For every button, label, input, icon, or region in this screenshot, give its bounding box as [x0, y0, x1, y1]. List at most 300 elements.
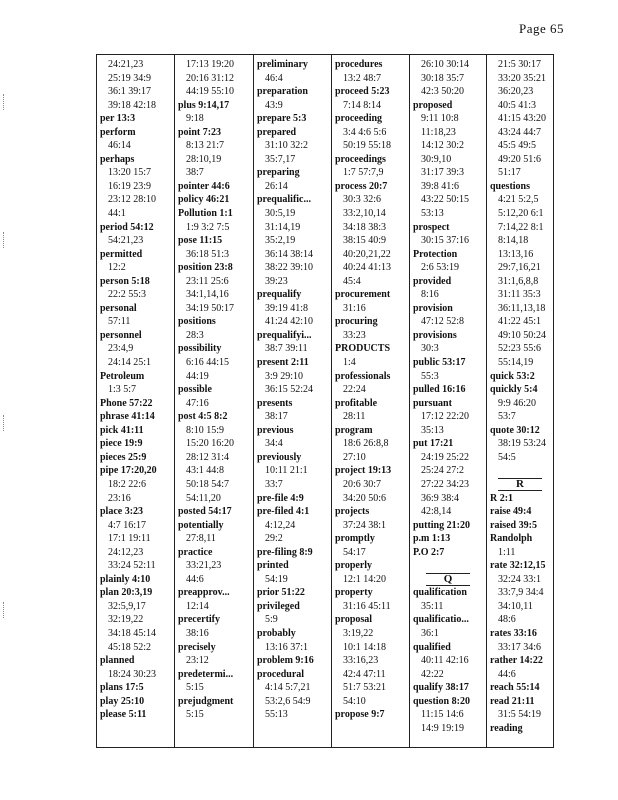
index-entry-reference: 11:15 14:6: [421, 709, 464, 721]
index-entry-reference: 27:22 34:23: [421, 478, 470, 490]
index-entry-word: promptly: [335, 533, 375, 545]
index-entry-word: preparation: [257, 86, 308, 98]
index-entry-word: quote 30:12: [490, 424, 540, 436]
index-entry-reference: 18:24 30:23: [108, 668, 157, 680]
index-entry-word: prospect: [413, 221, 450, 233]
index-entry-reference: 54:11,20: [186, 492, 221, 504]
index-entry-word: personnel: [100, 329, 142, 341]
index-entry-word: process 20:7: [335, 180, 388, 192]
index-entry-reference: 24:12,23: [108, 546, 144, 558]
index-entry-reference: 13:2 48:7: [343, 72, 382, 84]
index-entry-reference: 33:2,10,14: [343, 208, 386, 220]
index-entry-reference: 21:5 30:17: [498, 59, 542, 70]
index-entry-reference: 7:14 8:14: [343, 99, 382, 111]
index-entry-reference: 5:9: [265, 614, 278, 626]
index-entry-word: propose 9:7: [335, 709, 385, 721]
index-entry-reference: 16:19 23:9: [108, 180, 152, 192]
index-entry-word: raise 49:4: [490, 506, 532, 518]
index-entry-reference: 31:11 35:3: [498, 289, 541, 301]
index-entry-word: pre-file 4:9: [257, 492, 304, 504]
index-entry-word: play 25:10: [100, 695, 145, 707]
index-entry-reference: 36:20,23: [498, 86, 534, 98]
index-entry-word: previously: [257, 451, 302, 463]
index-column-6: [486, 55, 553, 747]
index-entry-reference: 12:1 14:20: [343, 573, 387, 585]
index-entry-reference: 55:13: [265, 709, 288, 721]
index-entry-reference: 57:11: [108, 316, 131, 328]
index-entry-reference: 22:24: [343, 384, 366, 396]
index-entry-reference: 40:20,21,22: [343, 248, 391, 260]
index-entry-reference: 40:5 41:3: [498, 99, 537, 111]
index-entry-word: program: [335, 424, 373, 436]
index-entry-reference: 42:3 50:20: [421, 86, 465, 98]
index-entry-reference: 4:21 5:2,5: [498, 194, 539, 206]
index-entry-reference: 3:4 4:6 5:6: [343, 126, 387, 138]
section-letter-heading: [487, 478, 553, 492]
index-entry-reference: 14:9 19:19: [421, 722, 465, 734]
index-entry-word: period 54:12: [100, 221, 154, 233]
index-entry-reference: 5:15: [186, 682, 204, 694]
index-entry-reference: 50:18 54:7: [186, 478, 230, 490]
index-entry-reference: 22:2 55:3: [108, 289, 147, 301]
index-entry-reference: 53:2,6 54:9: [265, 695, 311, 707]
index-entry-word: proceeding: [335, 113, 383, 125]
index-entry-reference: 43:22 50:15: [421, 194, 470, 206]
index-entry-reference: 54:21,23: [108, 235, 144, 247]
index-entry-word: public 53:17: [413, 357, 466, 369]
index-entry-word: pointer 44:6: [178, 180, 230, 192]
index-entry-reference: 36:18 51:3: [186, 248, 230, 260]
spacer-line: [487, 464, 553, 478]
index-entry-reference: 44:1: [108, 208, 126, 220]
index-entry-word: presents: [257, 397, 293, 409]
index-entry-reference: 38:19 53:24: [498, 438, 547, 450]
index-entry-word: reach 55:14: [490, 682, 540, 694]
index-entry-reference: 32:24 33:1: [498, 573, 542, 585]
index-entry-reference: 36:15 52:24: [265, 384, 314, 396]
index-entry-reference: 38:15 40:9: [343, 235, 387, 247]
index-entry-reference: 39:23: [265, 275, 288, 287]
index-entry-word: permitted: [100, 248, 143, 260]
index-entry-reference: 33:24 52:11: [108, 560, 156, 572]
index-entry-word: posted 54:17: [178, 506, 232, 518]
binding-mark: [3, 415, 6, 431]
index-entry-reference: 36:1: [421, 627, 439, 639]
index-entry-reference: 34:18 38:3: [343, 221, 387, 233]
index-entry-reference: 44:6: [498, 668, 516, 680]
index-entry-word: property: [335, 587, 373, 599]
index-entry-reference: 44:6: [186, 573, 204, 585]
index-entry-word: pre-filing 8:9: [257, 546, 313, 558]
index-entry-reference: 32:5,9,17: [108, 600, 146, 612]
index-entry-word: prior 51:22: [257, 587, 305, 599]
index-entry-reference: 30:5,19: [265, 208, 296, 220]
index-entry-reference: 29:2: [265, 533, 283, 545]
index-entry-word: possible: [178, 384, 212, 396]
index-entry-word: PRODUCTS: [335, 343, 391, 355]
index-entry-word: plans 17:5: [100, 682, 144, 694]
index-entry-word: procuring: [335, 316, 378, 328]
index-entry-word: proposal: [335, 614, 373, 626]
index-entry-reference: 7:14,22 8:1: [498, 221, 544, 233]
index-entry-reference: 38:22 39:10: [265, 262, 314, 274]
index-entry-reference: 13:20 15:7: [108, 167, 152, 179]
index-entry-reference: 33:17 34:6: [498, 641, 542, 653]
index-entry-reference: 41:24 42:10: [265, 316, 314, 328]
index-entry-reference: 33:7: [265, 478, 283, 490]
index-entry-reference: 43:1 44:8: [186, 465, 225, 477]
index-column-5: [409, 55, 486, 747]
index-entry-reference: 28:11: [343, 411, 366, 423]
index-entry-reference: 31:16 45:11: [343, 600, 391, 612]
index-entry-reference: 44:19: [186, 370, 209, 382]
index-entry-word: qualificatio...: [413, 614, 469, 626]
index-entry-word: prepare 5:3: [257, 113, 307, 125]
index-entry-word: preapprov...: [178, 587, 230, 599]
index-entry-reference: 39:18 42:18: [108, 99, 157, 111]
index-entry-reference: 29:7,16,21: [498, 262, 541, 274]
index-entry-word: questions: [490, 180, 531, 192]
index-column-2: [174, 55, 253, 747]
index-entry-word: prejudgment: [178, 695, 234, 707]
index-entry-reference: 18:6 26:8,8: [343, 438, 389, 450]
index-entry-reference: 49:10 50:24: [498, 329, 547, 341]
index-entry-reference: 24:14 25:1: [108, 357, 152, 369]
index-entry-reference: 4:7 16:17: [108, 519, 147, 531]
index-column-1: [97, 55, 174, 747]
index-entry-reference: 53:7: [498, 411, 516, 423]
index-entry-reference: 45:4: [343, 275, 361, 287]
index-entry-word: plan 20:3,19: [100, 587, 153, 599]
index-entry-reference: 10:1 14:18: [343, 641, 387, 653]
index-entry-word: per 13:3: [100, 113, 136, 125]
index-entry-reference: 30:3: [421, 343, 439, 355]
index-entry-reference: 28:10,19: [186, 153, 222, 165]
index-entry-reference: 34:1,14,16: [186, 289, 229, 301]
index-entry-reference: 23:12 28:10: [108, 194, 157, 206]
index-entry-word: prequalify: [257, 289, 302, 301]
index-entry-word: problem 9:16: [257, 655, 314, 667]
index-entry-word: possibility: [178, 343, 222, 355]
index-entry-word: pulled 16:16: [413, 384, 466, 396]
index-entry-reference: 33:21,23: [186, 560, 222, 572]
index-entry-reference: 36:11,13,18: [498, 302, 546, 314]
word-index-table: [96, 54, 554, 748]
index-entry-reference: 44:19 55:10: [186, 86, 235, 98]
index-entry-reference: 13:13,16: [498, 248, 534, 260]
index-entry-reference: 50:19 55:18: [343, 140, 392, 152]
index-entry-word: Protection: [413, 248, 458, 260]
index-entry-reference: 2:6 53:19: [421, 262, 460, 274]
index-entry-word: perform: [100, 126, 136, 138]
index-entry-word: precertify: [178, 614, 221, 626]
index-entry-reference: 34:19 50:17: [186, 302, 235, 314]
index-entry-reference: 17:13 19:20: [186, 59, 235, 70]
index-entry-word: prequalifyi...: [257, 329, 312, 341]
page-number-label: Page 65: [518, 21, 564, 36]
index-entry-reference: 25:24 27:2: [421, 465, 465, 477]
index-entry-word: Randolph: [490, 533, 533, 545]
index-entry-reference: 31:5 54:19: [498, 709, 542, 721]
index-entry-reference: 23:16: [108, 492, 131, 504]
index-entry-word: planned: [100, 655, 135, 667]
index-entry-word: proceedings: [335, 153, 386, 165]
index-entry-word: pieces 25:9: [100, 451, 147, 463]
index-entry-reference: 36:1 39:17: [108, 86, 152, 98]
index-entry-word: proposed: [413, 99, 453, 111]
index-entry-reference: 17:1 19:11: [108, 533, 151, 545]
index-entry-reference: 26:14: [265, 180, 288, 192]
index-entry-word: Petroleum: [100, 370, 145, 382]
index-entry-reference: 36:14 38:14: [265, 248, 314, 260]
index-entry-word: P.O 2:7: [413, 546, 445, 558]
index-entry-reference: 54:5: [498, 451, 516, 463]
index-entry-reference: 30:3 32:6: [343, 194, 382, 206]
index-entry-reference: 31:14,19: [265, 221, 301, 233]
binding-mark: [3, 232, 6, 248]
index-entry-word: rate 32:12,15: [490, 560, 546, 572]
index-entry-reference: 33:20 35:21: [498, 72, 547, 84]
index-entry-word: position 23:8: [178, 262, 233, 274]
index-entry-reference: 8:14,18: [498, 235, 529, 247]
index-entry-reference: 18:2 22:6: [108, 478, 147, 490]
index-entry-reference: 14:12 30:2: [421, 140, 465, 152]
index-entry-reference: 39:8 41:6: [421, 180, 460, 192]
index-entry-reference: 6:16 44:15: [186, 357, 230, 369]
index-entry-word: qualify 38:17: [413, 682, 469, 694]
index-entry-reference: 30:15 37:16: [421, 235, 470, 247]
section-letter: R: [498, 478, 542, 491]
index-entry-word: perhaps: [100, 153, 135, 165]
index-entry-word: present 2:11: [257, 357, 309, 369]
index-entry-word: quick 53:2: [490, 370, 535, 382]
index-entry-word: practice: [178, 546, 213, 558]
index-entry-reference: 1:4: [343, 357, 356, 369]
index-entry-word: quickly 5:4: [490, 384, 538, 396]
index-entry-word: Pollution 1:1: [178, 208, 233, 220]
index-entry-word: pursuant: [413, 397, 452, 409]
index-entry-word: professionals: [335, 370, 391, 382]
index-entry-reference: 45:5 49:5: [498, 140, 537, 152]
index-entry-word: rather 14:22: [490, 655, 543, 667]
index-entry-reference: 33:7,9 34:4: [498, 587, 544, 599]
index-entry-reference: 48:6: [498, 614, 516, 626]
index-entry-word: pre-filed 4:1: [257, 506, 310, 518]
index-entry-reference: 12:14: [186, 600, 209, 612]
index-entry-reference: 36:9 38:4: [421, 492, 460, 504]
index-entry-word: printed: [257, 560, 289, 572]
index-entry-word: procedures: [335, 59, 383, 70]
index-entry-word: preparing: [257, 167, 300, 179]
index-entry-word: profitable: [335, 397, 378, 409]
index-entry-word: privileged: [257, 600, 300, 612]
index-entry-reference: 4:14 5:7,21: [265, 682, 311, 694]
index-entry-reference: 27:10: [343, 451, 366, 463]
index-entry-reference: 8:10 15:9: [186, 424, 225, 436]
index-entry-reference: 35:7,17: [265, 153, 296, 165]
index-entry-reference: 5:12,20 6:1: [498, 208, 544, 220]
spacer-line: [410, 559, 486, 573]
index-entry-reference: 55:14,19: [498, 357, 534, 369]
index-entry-word: policy 46:21: [178, 194, 230, 206]
index-entry-reference: 1:3 5:7: [108, 384, 137, 396]
index-entry-word: post 4:5 8:2: [178, 411, 228, 423]
index-entry-reference: 9:18: [186, 113, 204, 125]
index-entry-reference: 51:17: [498, 167, 521, 179]
index-entry-word: qualification: [413, 587, 467, 599]
index-entry-reference: 17:12 22:20: [421, 411, 470, 423]
index-entry-reference: 43:9: [265, 99, 283, 111]
index-entry-reference: 13:16 37:1: [265, 641, 309, 653]
index-entry-reference: 1:9 3:2 7:5: [186, 221, 230, 233]
index-entry-reference: 49:20 51:6: [498, 153, 542, 165]
index-entry-reference: 43:24 44:7: [498, 126, 542, 138]
index-entry-reference: 45:18 52:2: [108, 641, 152, 653]
index-entry-reference: 26:10 30:14: [421, 59, 470, 70]
index-entry-word: procurement: [335, 289, 391, 301]
index-entry-word: phrase 41:14: [100, 411, 155, 423]
index-entry-reference: 41:22 45:1: [498, 316, 542, 328]
index-entry-reference: 42:8,14: [421, 506, 452, 518]
index-entry-word: pose 11:15: [178, 235, 223, 247]
index-entry-word: prepared: [257, 126, 297, 138]
index-column-4: [331, 55, 409, 747]
index-entry-word: plainly 4:10: [100, 573, 151, 585]
index-entry-reference: 53:13: [421, 208, 444, 220]
index-entry-word: pick 41:11: [100, 424, 144, 436]
index-entry-reference: 31:10 32:2: [265, 140, 309, 152]
index-entry-reference: 24:19 25:22: [421, 451, 470, 463]
index-entry-reference: 20:16 31:12: [186, 72, 235, 84]
index-entry-word: predetermi...: [178, 668, 234, 680]
index-entry-reference: 3:9 29:10: [265, 370, 304, 382]
index-entry-word: proceed 5:23: [335, 86, 390, 98]
index-entry-reference: 30:9,10: [421, 153, 452, 165]
index-entry-word: Phone 57:22: [100, 397, 153, 409]
index-entry-word: point 7:23: [178, 126, 222, 138]
index-entry-reference: 9:9 46:20: [498, 397, 537, 409]
index-entry-word: preliminary: [257, 59, 308, 70]
index-entry-word: reading: [490, 722, 523, 734]
index-entry-reference: 37:24 38:1: [343, 519, 387, 531]
index-entry-reference: 10:11 21:1: [265, 465, 308, 477]
index-entry-reference: 9:11 10:8: [421, 113, 459, 125]
index-entry-reference: 33:16,23: [343, 655, 379, 667]
index-entry-reference: 39:19 41:8: [265, 302, 309, 314]
binding-mark: [3, 602, 6, 618]
index-entry-reference: 41:15 43:20: [498, 113, 547, 125]
index-entry-word: raised 39:5: [490, 519, 537, 531]
index-entry-reference: 34:4: [265, 438, 283, 450]
index-entry-reference: 35:13: [421, 424, 444, 436]
index-entry-reference: 11:18,23: [421, 126, 456, 138]
index-entry-reference: 31:17 39:3: [421, 167, 465, 179]
index-entry-word: putting 21:20: [413, 519, 470, 531]
index-entry-reference: 47:16: [186, 397, 209, 409]
index-entry-reference: 32:19,22: [108, 614, 144, 626]
section-letter-heading: [410, 573, 486, 587]
index-entry-reference: 8:16: [421, 289, 439, 301]
index-entry-word: pipe 17:20,20: [100, 465, 157, 477]
index-entry-word: rates 33:16: [490, 627, 537, 639]
index-entry-reference: 35:11: [421, 600, 444, 612]
index-entry-reference: 40:24 41:13: [343, 262, 392, 274]
index-entry-word: put 17:21: [413, 438, 454, 450]
index-entry-reference: 51:7 53:21: [343, 682, 387, 694]
index-entry-reference: 4:12,24: [265, 519, 296, 531]
index-entry-reference: 38:17: [265, 411, 288, 423]
index-entry-word: properly: [335, 560, 373, 572]
index-entry-word: probably: [257, 627, 296, 639]
index-entry-reference: 46:14: [108, 140, 131, 152]
index-entry-word: place 3:23: [100, 506, 144, 518]
index-entry-word: question 8:20: [413, 695, 470, 707]
index-entry-reference: 38:16: [186, 627, 209, 639]
index-entry-word: potentially: [178, 519, 224, 531]
index-entry-reference: 31:16: [343, 302, 366, 314]
index-entry-reference: 24:21,23: [108, 59, 144, 70]
index-entry-word: person 5:18: [100, 275, 150, 287]
index-entry-reference: 42:22: [421, 668, 444, 680]
index-entry-reference: 38:7 39:11: [265, 343, 308, 355]
index-entry-word: qualified: [413, 641, 451, 653]
index-entry-reference: 42:4 47:11: [343, 668, 386, 680]
index-entry-reference: 34:18 45:14: [108, 627, 157, 639]
index-entry-word: R 2:1: [490, 492, 514, 504]
index-entry-reference: 5:15: [186, 709, 204, 721]
index-entry-reference: 55:3: [421, 370, 439, 382]
index-entry-word: project 19:13: [335, 465, 392, 477]
index-entry-reference: 54:17: [343, 546, 366, 558]
index-entry-reference: 8:13 21:7: [186, 140, 225, 152]
index-entry-reference: 15:20 16:20: [186, 438, 235, 450]
index-entry-word: precisely: [178, 641, 216, 653]
index-entry-reference: 3:19,22: [343, 627, 374, 639]
binding-mark: [3, 94, 6, 110]
index-entry-reference: 23:4,9: [108, 343, 134, 355]
index-entry-reference: 20:6 30:7: [343, 478, 382, 490]
index-entry-reference: 35:2,19: [265, 235, 296, 247]
index-entry-word: provision: [413, 302, 453, 314]
index-entry-reference: 25:19 34:9: [108, 72, 152, 84]
section-letter: Q: [426, 573, 470, 586]
index-entry-word: personal: [100, 302, 137, 314]
index-entry-reference: 1:7 57:7,9: [343, 167, 384, 179]
index-entry-word: read 21:11: [490, 695, 535, 707]
index-entry-reference: 54:10: [343, 695, 366, 707]
index-entry-word: plus 9:14,17: [178, 99, 230, 111]
index-entry-reference: 28:12 31:4: [186, 451, 230, 463]
index-entry-reference: 46:4: [265, 72, 283, 84]
index-entry-word: piece 19:9: [100, 438, 143, 450]
index-entry-reference: 54:19: [265, 573, 288, 585]
index-entry-reference: 47:12 52:8: [421, 316, 465, 328]
index-entry-reference: 38:7: [186, 167, 204, 179]
index-entry-reference: 40:11 42:16: [421, 655, 469, 667]
index-entry-reference: 23:11 25:6: [186, 275, 229, 287]
index-entry-reference: 1:11: [498, 546, 516, 558]
index-entry-word: please 5:11: [100, 709, 147, 721]
index-entry-reference: 30:18 35:7: [421, 72, 465, 84]
index-entry-reference: 52:23 55:6: [498, 343, 542, 355]
index-entry-reference: 28:3: [186, 329, 204, 341]
index-entry-reference: 34:20 50:6: [343, 492, 387, 504]
index-entry-reference: 23:12: [186, 655, 209, 667]
index-entry-word: procedural: [257, 668, 305, 680]
index-entry-reference: 12:2: [108, 262, 126, 274]
index-entry-reference: 27:8,11: [186, 533, 216, 545]
index-entry-reference: 31:1,6,8,8: [498, 275, 539, 287]
